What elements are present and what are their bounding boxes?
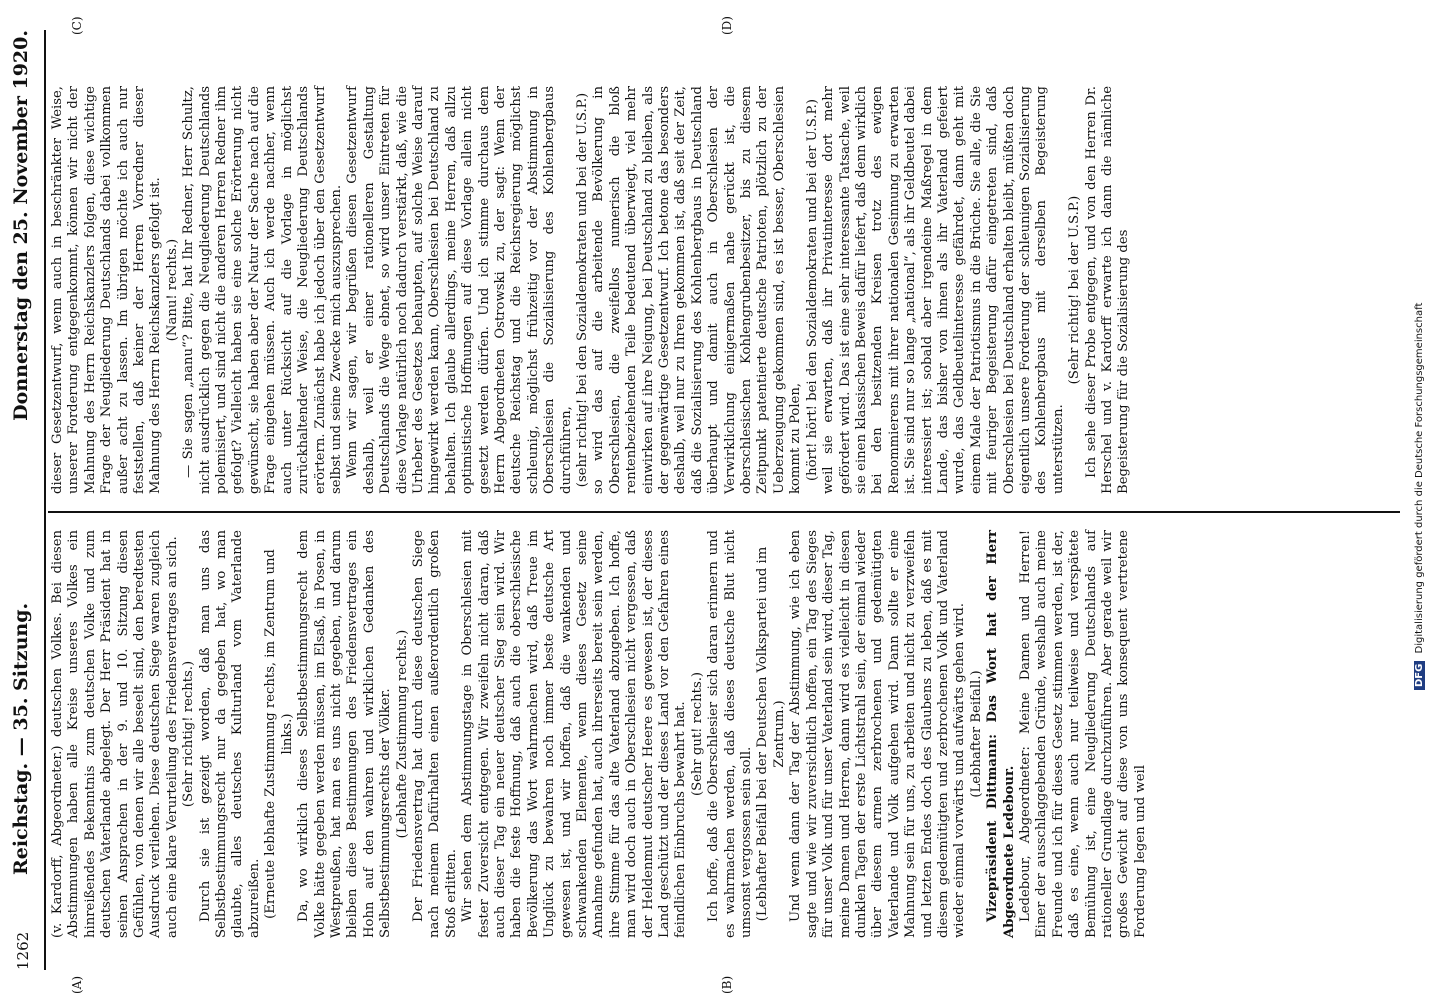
header-left-title: Reichstag. — 35. Sitzung. <box>10 602 32 875</box>
paragraph: Da, wo wirklich dieses Selbstbestimmungsrecht dem Volke hätte gegeben werden müssen, im Elsaß, in Posen, in Westpreußen, hat man es uns nicht gegeben, und darum bleiben diese Bestimmungen des Friedensvertrages ein Hohn auf den wahren und wirklichen Gedanken des Selbstbestimmungsrechts der Völker. <box>296 530 394 938</box>
text-column-left <box>50 530 1149 938</box>
interjection: (Sehr richtig! bei der U.S.P.) <box>1067 195 1083 385</box>
paragraph: Der Friedensvertrag hat durch diese deutschen Siege nach meinem Dafürhalten einen außerordentlich großen Stoß erlitten. <box>410 530 459 938</box>
paragraph: dieser Gesetzentwurf, wenn auch in beschränkter Weise, unserer Forderung entgegenkommt, können wir nicht der Mahnung des Herrn Reichskanzlers folgen, diese wichtige Frage der Neugliederung Deutschlands dabei vollkommen außer acht zu lassen. Im übrigen möchte ich auch nur feststellen, daß keiner der Herren Vorredner dieser Mahnung des Herrn Reichskanzlers gefolgt ist. <box>50 86 164 494</box>
text-column-right <box>50 86 1133 494</box>
margin-mark-d: (D) <box>720 16 734 35</box>
paragraph: Ich sehe dieser Probe entgegen, und von den Herren Dr. Herschel und v. Kardorff erwarte ich dann die nämliche Begeisterung für die Sozialisierung des <box>1083 86 1132 494</box>
margin-mark-b: (B) <box>720 975 734 994</box>
paragraph: weil sie erwarten, daß ihr Privatinteresse dort mehr gefördert wird. Das ist eine sehr interessante Tatsache, weil sie einen klassischen Beweis dafür liefert, daß denn wirklich bei den besitzenden Kreisen trotz des ewigen Renommierens mit ihrer nationalen Gesinnung zu erwarten ist. Sie sind nur so lange „national“, als ihr Geldbeutel dabei interessiert ist; sobald aber irgendeine Maßregel in dem Lande, das bisher von ihnen als ihr Vaterland gefeiert wurde, das Geldbeutelinteresse gefährdet, dann geht mit einem Male der Patriotismus in die Brüche. Sie alle, die Sie mit feuriger Begeisterung dafür eingetreten sind, daß Oberschlesien bei Deutschland erhalten bleibt, müßten doch eigentlich unsere Forderung der schleunigen Sozialisierung des Kohlenbergbaus mit derselben Begeisterung unterstützen. <box>821 86 1066 494</box>
interjection: (Nanu! rechts.) <box>164 238 180 342</box>
paragraph: (v. Kardorff, Abgeordneter.) deutschen Volkes. Bei diesen Abstimmungen haben alle Kreise unseres Volkes ein hinreißendes Bekenntnis zum deutschen Volke und zum deutschen Vaterlande abgelegt. Der Herr Präsident hat in seinen Ansprachen in der 9. und 10. Sitzung diesen Gefühlen, von denen wir alle beseelt sind, den beredtesten Ausdruck verliehen. Diese deutschen Siege waren zugleich auch eine klare Verurteilung des Friedensvertrages an sich. <box>50 530 180 938</box>
interjection: (hört! hört! bei den Sozialdemokraten und bei der U.S.P.) <box>804 98 820 482</box>
page-header <box>10 30 44 970</box>
paragraph: Durch sie ist gezeigt worden, daß man uns das Selbstbestimmungsrecht nur da gegeben hat, wo man glaubte, alles deutsches Kulturland vom Vaterlande abzureißen. <box>197 530 262 938</box>
interjection: (Lebhafte Zustimmung rechts.) <box>394 629 410 839</box>
header-right-title: Donnerstag den 25. November 1920. <box>10 30 32 421</box>
dfg-logo: DFG <box>1414 661 1425 690</box>
interjection: (Lebhafter Beifall bei der Deutschen Volkspartei und im Zentrum.) <box>755 546 787 922</box>
credit-text: Digitalisierung gefördert durch die Deutsche Forschungsgemeinschaft <box>1414 302 1425 654</box>
credit-strip <box>1410 0 1434 1000</box>
paragraph: Und wenn dann der Tag der Abstimmung, wie ich eben sagte und wie wir zuversichtlich hoffen, ein Tag des Sieges für unser Volk und für unser Vaterland sein wird, dieser Tag, meine Damen und Herren, dann wird es vielleicht in diesen dunklen Tagen der erste Lichtstrahl sein, der einmal wieder über diesem armen zerbrochenen und gedemütigten Vaterlande und Volk aufgehen wird. Dann sollte er eine Mahnung sein für uns, zu arbeiten und nicht zu verzweifeln und letzten Endes doch des Glaubens zu leben, daß es mit diesem gedemütigten und zerbrochenen Volk und Vaterland wieder einmal vorwärts und aufwärts gehen wird. <box>788 530 968 938</box>
paragraph: Wir sehen dem Abstimmungstage in Oberschlesien mit fester Zuversicht entgegen. Wir zweifeln nicht daran, daß auch dieser Tag ein neuer deutscher Sieg sein wird. Wir haben die feste Hoffnung, daß auch die oberschlesische Bevölkerung das Wort wahrmachen wird, daß Treue im Unglück zu bewahren noch immer beste deutsche Art gewesen ist, und wir hoffen, daß die wankenden und schwankenden Elemente, wenn dieses Gesetz seine Annahme gefunden hat, auch ihrerseits bereit sein werden, ihre Stimme für das alte Vaterland abzugeben. Ich hoffe, man wird doch auch in Oberschlesien nicht vergessen, daß der Heldenmut deutscher Heere es gewesen ist, der dieses Land geschützt und der dieses Land vor den Gefahren eines feindlichen Einbruchs bewahrt hat. <box>460 530 689 938</box>
column-divider <box>48 511 1400 513</box>
interjection: (Sehr richtig! rechts.) <box>181 660 197 808</box>
speaker-announcement: Vizepräsident Dittmann: Das Wort hat der Herr Abgeordnete Ledebour. <box>985 530 1017 938</box>
credit-text-wrap <box>1414 0 1432 1000</box>
interjection: (Erneute lebhafte Zustimmung rechts, im Zentrum und links.) <box>263 549 295 919</box>
margin-mark-c: (C) <box>70 16 84 35</box>
paragraph: Ledebour, Abgeordneter: Meine Damen und Herren! Einer der ausschlaggebenden Gründe, weshalb auch meine Freunde und ich für dieses Gesetz stimmen werden, ist der, daß es eine, wenn auch nur teilweise und verspätete Bemühung ist, eine Neugliederung Deutschlands auf rationeller Grundlage durchzuführen. Aber gerade weil wir großes Gewicht auf diese von uns konsequent vertretene Forderung legen und weil <box>1017 530 1148 938</box>
paragraph: — Sie sagen „nanu“? Bitte, hat Ihr Redner, Herr Schultz, nicht ausdrücklich gegen die Neugliederung Deutschlands polemisiert, und sind nicht die anderen Herren Redner ihm gefolgt? Vielleicht haben sie eine solche Erörterung nicht gewünscht, sie haben aber der Natur der Sache nach auf die Frage eingehen müssen. Auch ich werde nachher, wenn auch unter Rücksicht auf die Vorlage in möglichst zurückhaltender Weise, die Neugliederung Deutschlands erörtern. Zunächst habe ich jedoch über den Gesetzentwurf selbst und seine Zwecke mich auszusprechen. <box>181 86 344 494</box>
paragraph: so wird das auf die arbeitende Bevölkerung in Oberschlesien, die zweifellos numerisch die bloß rentenbeziehenden Teile bedeutend überwiegt, viel mehr einwirken auf ihre Neigung, bei Deutschland zu bleiben, als der gegenwärtige Gesetzentwurf. Ich betone das besonders deshalb, weil nur zu Ihren gekommen ist, daß seit der Zeit, daß die Sozialisierung des Kohlenbergbaus in Deutschland überhaupt und damit auch in Oberschlesien der Verwirklichung einigermaßen nahe gerückt ist, die oberschlesischen Kohlengrubenbesitzer, bis zu diesem Zeitpunkt patentierte deutsche Patrioten, plötzlich zu der Ueberzeugung gekommen sind, es ist besser, Oberschlesien kommt zu Polen, <box>591 86 804 494</box>
paragraph: Wenn wir sagen, wir begrüßen diesen Gesetzentwurf deshalb, weil er einer rationelleren Gestaltung Deutschlands die Wege ebnet, so wird unser Eintreten für diese Vorlage natürlich noch dadurch verstärkt, daß, wie die Urheber des Gesetzes behaupten, auf solche Weise darauf hingewirkt werden kann, Oberschlesien bei Deutschland zu behalten. Ich glaube allerdings, meine Herren, daß allzu optimistische Hoffnungen auf diese Vorlage allein nicht gesetzt werden dürfen. Und ich stimme durchaus dem Herrn Abgeordneten Ostrowski zu, der sagt: Wenn der deutsche Reichstag und die Reichsregierung möglichst schleunig, möglichst frühzeitig vor der Abstimmung in Oberschlesien die Sozialisierung des Kohlenbergbaus durchführen, <box>345 86 574 494</box>
interjection: (Sehr gut! rechts.) <box>689 671 705 797</box>
page-number: 1262 <box>14 931 32 970</box>
paragraph: Ich hoffe, daß die Oberschlesier sich daran erinnern und es wahrmachen werden, daß dieses deutsche Blut nicht umsonst vergossen sein soll. <box>706 530 755 938</box>
header-rule <box>44 30 46 970</box>
interjection: (sehr richtig! bei den Sozialdemokraten und bei der U.S.P.) <box>575 92 590 488</box>
interjection: (Lebhafter Beifall.) <box>968 670 984 798</box>
margin-mark-a: (A) <box>70 975 84 994</box>
